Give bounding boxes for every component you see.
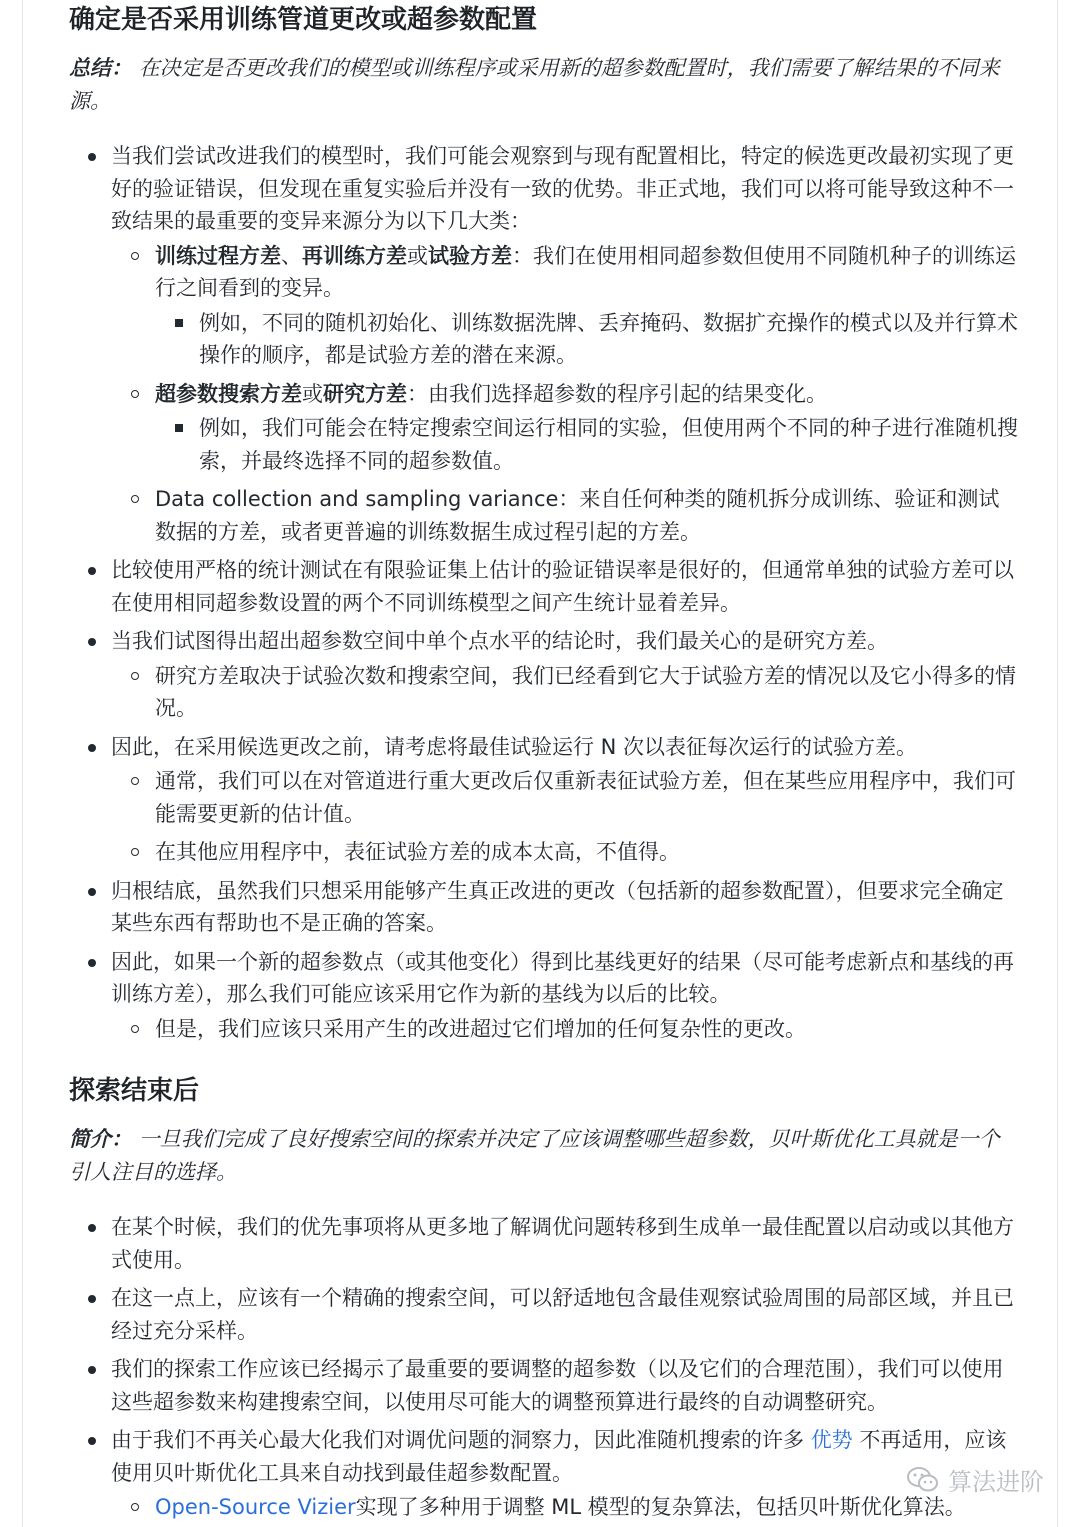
list-item-text: 当我们尝试改进我们的模型时，我们可能会观察到与现有配置相比，特定的候选更改最初实现了更好的验证错误，但发现在重复实验后并没有一致的优势。非正式地，我们可以将可能导致这种不一致结果的最重要的变异来源分为以下几大类： bbox=[111, 144, 1014, 233]
watermark-text: 算法进阶 bbox=[948, 1468, 1044, 1496]
list-item bbox=[111, 1491, 1019, 1524]
term: 再训练方差 bbox=[302, 243, 407, 268]
sub-list bbox=[111, 660, 1019, 725]
list-item bbox=[69, 140, 1019, 548]
list-item-text: 由于我们不再关心最大化我们对调优问题的洞察力，因此准随机搜索的许多 bbox=[111, 1428, 811, 1452]
summary-label: 总结： bbox=[69, 56, 132, 80]
list-item bbox=[69, 731, 1019, 869]
section-title-adoption: 确定是否采用训练管道更改或超参数配置 bbox=[69, 5, 538, 35]
sub-sub-list bbox=[155, 412, 1019, 477]
list-item: 我们的探索工作应该已经揭示了最重要的要调整的超参数（以及它们的合理范围），我们可以使用这些超参数来构建搜索空间，以使用尽可能大的调整预算进行最终的自动调整研究。 bbox=[69, 1353, 1019, 1418]
list-item: 但是，我们应该只采用产生的改进超过它们增加的任何复杂性的更改。 bbox=[111, 1013, 1019, 1046]
bullet-list-adoption bbox=[69, 140, 1019, 1045]
list-item-text: 因此，如果一个新的超参数点（或其他变化）得到比基线更好的结果（尽可能考虑新点和基线的再训练方差），那么我们可能应该采用它作为新的基线为以后的比较。 bbox=[111, 949, 1014, 1006]
list-item: 通常，我们可以在对管道进行重大更改后仅重新表征试验方差，但在某些应用程序中，我们可能需要更新的估计值。 bbox=[111, 765, 1019, 830]
section-summary-after-exploration bbox=[69, 1123, 1019, 1189]
open-source-vizier-link[interactable]: Open-Source Vizier bbox=[155, 1495, 356, 1519]
sub-list bbox=[111, 765, 1019, 869]
list-item bbox=[111, 378, 1019, 478]
separator: 或 bbox=[407, 243, 428, 268]
list-item: 例如，不同的随机初始化、训练数据洗牌、丢弃掩码、数据扩充操作的模式以及并行算术操作的顺序，都是试验方差的潜在来源。 bbox=[155, 307, 1019, 372]
list-item: 在这一点上，应该有一个精确的搜索空间，可以舒适地包含最佳观察试验周围的局部区域，并且已经过充分采样。 bbox=[69, 1282, 1019, 1347]
summary-text: 在决定是否更改我们的模型或训练程序或采用新的超参数配置时，我们需要了解结果的不同来源。 bbox=[69, 56, 1000, 113]
list-item: Data collection and sampling variance：来自任何种类的随机拆分成训练、验证和测试数据的方差，或者更普遍的训练数据生成过程引起的方差。 bbox=[111, 483, 1019, 548]
list-item-text: ：我们在使用相同超参数但使用不同随机种子的训练运行之间看到的变异。 bbox=[155, 243, 1016, 300]
list-item-text: 不再适用，应该使用贝叶斯优化工具来自动找到最佳超参数配置。 bbox=[111, 1428, 1007, 1485]
document-page bbox=[22, 0, 1058, 1527]
list-item: 研究方差取决于试验次数和搜索空间，我们已经看到它大于试验方差的情况以及它小得多的情况。 bbox=[111, 660, 1019, 725]
term: 试验方差 bbox=[428, 243, 512, 268]
list-item: 在某个时候，我们的优先事项将从更多地了解调优问题转移到生成单一最佳配置以启动或以其他方式使用。 bbox=[69, 1211, 1019, 1276]
section-title-after-exploration: 探索结束后 bbox=[69, 1076, 200, 1106]
sub-list bbox=[111, 1491, 1019, 1524]
list-item bbox=[111, 240, 1019, 372]
summary-text: 一旦我们完成了良好搜索空间的探索并决定了应该调整哪些超参数，贝叶斯优化工具就是一个引人注目的选择。 bbox=[69, 1127, 1000, 1184]
list-item: 归根结底，虽然我们只想采用能够产生真正改进的更改（包括新的超参数配置），但要求完全确定某些东西有帮助也不是正确的答案。 bbox=[69, 875, 1019, 940]
list-item-text: ：由我们选择超参数的程序引起的结果变化。 bbox=[407, 381, 827, 406]
list-item: 比较使用严格的统计测试在有限验证集上估计的验证错误率是很好的，但通常单独的试验方差可以在使用相同超参数设置的两个不同训练模型之间产生统计显着差异。 bbox=[69, 554, 1019, 619]
sub-list bbox=[111, 1013, 1019, 1046]
list-item-text: 因此，在采用候选更改之前，请考虑将最佳试验运行 N 次以表征每次运行的试验方差。 bbox=[111, 734, 918, 759]
list-item-text: 实现了多种用于调整 ML 模型的复杂算法，包括贝叶斯优化算法。 bbox=[355, 1495, 966, 1519]
term: 研究方差 bbox=[323, 381, 407, 406]
term: 超参数搜索方差 bbox=[155, 381, 302, 406]
bullet-list-after-exploration bbox=[69, 1211, 1019, 1524]
list-item bbox=[69, 1424, 1019, 1524]
separator: 、 bbox=[281, 243, 302, 268]
list-item: 例如，我们可能会在特定搜索空间运行相同的实验，但使用两个不同的种子进行准随机搜索，并最终选择不同的超参数值。 bbox=[155, 412, 1019, 477]
summary-label: 简介： bbox=[69, 1127, 132, 1151]
document-content bbox=[69, 0, 1019, 1527]
list-item bbox=[69, 946, 1019, 1046]
watermark bbox=[906, 1462, 1044, 1497]
wechat-icon bbox=[906, 1465, 940, 1495]
separator: 或 bbox=[302, 381, 323, 406]
section-summary-adoption bbox=[69, 52, 1019, 118]
list-item: 在其他应用程序中，表征试验方差的成本太高，不值得。 bbox=[111, 836, 1019, 869]
sub-sub-list bbox=[155, 307, 1019, 372]
sub-list bbox=[111, 240, 1019, 549]
list-item bbox=[69, 625, 1019, 725]
advantages-link[interactable]: 优势 bbox=[810, 1428, 853, 1452]
term: 训练过程方差 bbox=[155, 243, 281, 268]
list-item-text: 当我们试图得出超出超参数空间中单个点水平的结论时，我们最关心的是研究方差。 bbox=[111, 629, 888, 653]
